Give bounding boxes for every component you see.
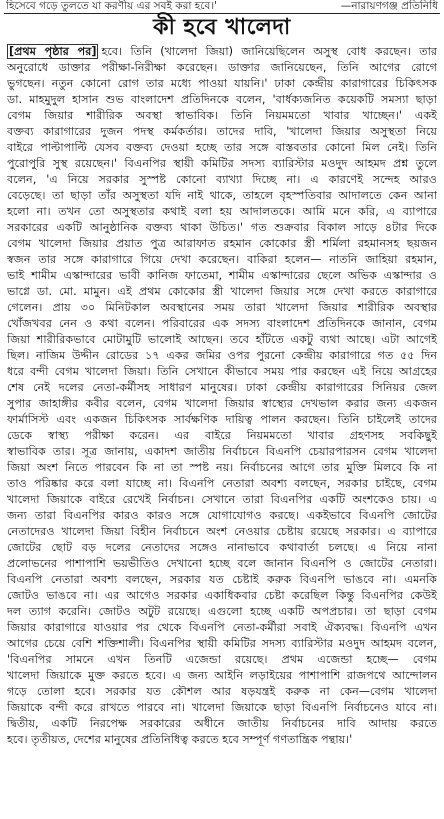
article-line: হবে। তৃতীয়ত, দেশের মানুষের প্রতিনিধিত্ব করতে হবে সম্পূর্ণ গণতান্ত্রিক পন্থায়।': [7, 733, 353, 746]
article-line: দ্বিতীয়, একটি নিরপেক্ষ সরকারের অধীনে জাতীয় নির্বাচনের দাবি আদায় করতে: [7, 717, 437, 730]
article-line: বলেন, 'এ নিয়ে সরকার সুস্পষ্ট কোনো ব্যাখ্যা দিচ্ছে না। এ কারণেই সন্দেহ আরও: [7, 173, 437, 186]
article-line: বাইরে পাল্টাপাল্টি যেসব বক্তব্য দেওয়া হচ্ছে তার সঙ্গে বাস্তবতার কোনো মিল নেই। তিনি: [7, 141, 437, 154]
article-line: ভাই শামীম এস্কান্দারের ভাবী কানিজ ফাতেমা, শামীম এস্কান্দারের ছেলে অভিক এস্কান্দার ও: [7, 269, 437, 282]
article-body: [7, 44, 437, 748]
correspondent-credit: —নারায়ণগঞ্জ প্রতিনিধি: [340, 0, 438, 12]
article-line: খোঁজখবর নেন ও কথা বলেন। পরিবারের এক সদস্য বাংলাদেশ প্রতিদিনকে জানান, বেগম: [7, 317, 437, 330]
article-line: বেগম জিয়ার শারীরিক অবস্থা স্বাভাবিক। তিনি নিয়মমতো খাবার খাচ্ছেন।' একই: [7, 109, 437, 122]
article-line: [7, 44, 437, 60]
article-line: বক্তব্য কারাগারের দুজন পদস্থ কর্মকর্তার। তাদের দাবি, 'খালেদা জিয়ার অসুস্থতা নিয়ে: [7, 125, 437, 138]
article-line: বেগম খালেদা জিয়ার প্রয়াত পুত্র আরাফাত রহমান কোকোর স্ত্রী শর্মিলা রহমানসহ ছয়জন: [7, 237, 437, 250]
previous-article-tail: [6, 0, 438, 12]
article-line: জিয়া শারীরিকভাবে মোটামুটি ভালোই আছেন। তবে হাঁটতে একটু ব্যথা আছে। এটা আগেই: [7, 333, 437, 346]
article-line: জন্য তারা বিএনপির কারও কারও সঙ্গে যোগাযোগও করছে। একইভাবে বিএনপি জোটের: [7, 509, 437, 522]
article-line: জিয়া অংশ নিতে পারবেন কি না তা স্পষ্ট নয়। নির্বাচনের আগে তার মুক্তি মিলবে কি না: [7, 461, 437, 474]
article-line: বেড়েছে। তা ছাড়া তাঁর অসুস্থতা যদি নাই থাকে, তাহলে বৃহস্পতিবার আদালতে কেন আনা: [7, 189, 437, 202]
article-line: ভুগছেন। নতুন কোনো রোগ তার মধ্যে পাওয়া যায়নি।' ঢাকা কেন্দ্রীয় কারাগারের চিকিৎসক: [7, 77, 437, 90]
article-line: ধরে বন্দী বেগম খালেদা জিয়া। তিনি সেখানে কীভাবে সময় পার করছেন এই নিয়ে আগ্রহের: [7, 365, 437, 378]
article-line: বিএনপি নেতারা অবশ্য বলছেন, সরকার যত চেষ্টাই করুক বিএনপি ভাঙবে না। এমনকি: [7, 573, 437, 586]
continuation-tag: [প্রথম পৃষ্ঠার পর]: [9, 45, 97, 58]
article-line: 'বিএনপির সামনে এখন তিনটি এজেন্ডা রয়েছে। প্রথম এজেন্ডা হচ্ছে— বেগম: [7, 653, 437, 666]
article-line: সুপার জাহাঙ্গীর কবীর বলেন, বেগম খালেদা জিয়ার স্বাস্থ্যের দেখভাল করার জন্য একজন: [7, 397, 437, 410]
article-line: ডেকে স্বাস্থ্য পরীক্ষা করেন। এর বাইরে নিয়মমতো খাবার গ্রহণসহ সবকিছুই: [7, 429, 437, 442]
article-line: জোটের ছোট বড় দলের নেতাদের সঙ্গেও নানাভাবে কথাবার্তা চলছে। এ নিয়ে নানা: [7, 541, 437, 554]
article-line: অনুরোধে ডাক্তার পরীক্ষা-নিরীক্ষা করেছেন। ডাক্তার জানিয়েছেন, তিনি আগের রোগে: [7, 61, 437, 74]
article-line: ভাগ্নে ডা. মো. মামুন। এই প্রথম কোকোর স্ত্রী খালেদা জিয়ার সঙ্গে দেখা করতে কারাগারে: [7, 285, 437, 298]
article-line: ডা. মাহমুদুল হাসান শুভ বাংলাদেশ প্রতিদিনকে বলেন, 'বার্ধক্যজনিত কয়েকটি সমস্যা ছাড়া: [7, 93, 437, 106]
article-line: স্বাভাবিক তার। সূত্র জানায়, একাদশ জাতীয় নির্বাচনে বিএনপি চেয়ারপারসন বেগম খালেদা: [7, 445, 437, 458]
article-line: তাও পরিষ্কার করে বলা যাচ্ছে না। বিএনপি নেতারা অবশ্য বলছেন, সরকার চাইছে, বেগম: [7, 477, 437, 490]
article-line: শেষ নেই দলের নেতা-কর্মীসহ সাধারণ মানুষের। ঢাকা কেন্দ্রীয় কারাগারের সিনিয়র জেল: [7, 381, 437, 394]
article-line: স্বজন তার সঙ্গে কারাগারে গিয়ে দেখা করেছেন। বাকিরা হলেন— নাতনি জাহিয়া রহমান,: [7, 253, 437, 266]
article-line: গেলেন। প্রায় ৩০ মিনিটকাল অবস্থানের সময় তারা খালেদা জিয়ার শারীরিক অবস্থার: [7, 301, 437, 314]
article-line: নেতাদেরও খালেদা জিয়া বিহীন নির্বাচনে অংশ নেওয়ার চেষ্টায় রয়েছে সরকার। এ ব্যাপারে: [7, 525, 437, 538]
article-line: খালেদা জিয়াকে মুক্ত করতে হবে। এ জন্য আইনি লড়াইয়ের পাশাপাশি রাজপথে আন্দোলন: [7, 669, 437, 682]
article-line: হলো না। তখন তো অসুস্থতার কথাই বলা হয় আদালতকে। আমি মনে করি, এ ব্যাপারে: [7, 205, 437, 218]
article-headline: কী হবে খালেদা: [153, 15, 291, 40]
article-line: পুরোপুরি সুস্থ রয়েছেন।' বিএনপির স্থায়ী কমিটির সদস্য ব্যারিস্টার মওদুদ আহমদ প্রশ্ন তুলে: [7, 157, 437, 170]
previous-article-text: হিসেবে গড়ে তুলতে যা করণীয় এর সবই করা হবে।': [6, 0, 217, 12]
article-line: খালেদা জিয়াকে বাইরে রেখেই নির্বাচন। সেখানে তারা বিএনপির একটি অংশকেও চায়। এ: [7, 493, 437, 506]
article-line: জিয়ার কারাগারে যাওয়ার পর থেকে বিএনপি নেতা-কর্মীরা সবাই ঐক্যবদ্ধ। বিএনপি এখন: [7, 621, 437, 634]
article-line-text: হবে। তিনি (খালেদা জিয়া) জানিয়েছিলেন অসুস্থ বোধ করছেন। তার: [101, 45, 437, 58]
article-line: সরকারের একটি আনুষ্ঠানিক বক্তব্য থাকা উচিত।' গত শুক্রবার বিকাল সাড়ে ৪টার দিকে: [7, 221, 437, 234]
article-line: দল ত্যাগ করেনি। জোটও অটুট রয়েছে। এগুলো হচ্ছে একটি অপপ্রচার। তা ছাড়া বেগম: [7, 605, 437, 618]
article-line: জিয়াকে বন্দী করে রাখতে পারবে না। খালেদা জিয়াকে ছাড়া বিএনপি নির্বাচনেও যাবে না।: [7, 701, 437, 714]
article-line: ছিল। নাজিম উদ্দীন রোডের ১৭ একর জমির ওপর পুরনো কেন্দ্রীয় কারাগারে গত ৫৫ দিন: [7, 349, 437, 362]
article-line: ফার্মাসিস্ট এবং একজন চিকিৎসক সার্বক্ষণিক দায়িত্ব পালন করছেন। তিনি চাইলেই তাদের: [7, 413, 437, 426]
article-line: গড়ে তোলা হবে। সরকার যত কৌশল আর ষড়যন্ত্রই করুক না কেন—বেগম খালেদা: [7, 685, 437, 698]
article-line: আগের চেয়ে বেশি শক্তিশালী। বিএনপির স্থায়ী কমিটির সদস্য ব্যারিস্টার মওদুদ আহমদ বলেন,: [7, 637, 437, 650]
article-line: প্রলোভনের পাশাপাশি ভয়ভীতিও দেখানো হচ্ছে বলে জানান বিএনপি ও জোটের নেতারা।: [7, 557, 437, 570]
article-line: জোটও ভাঙবে না। এর আগেও সরকার একাধিকবার চেষ্টা করেছিল কিন্তু বিএনপির কেউই: [7, 589, 437, 602]
